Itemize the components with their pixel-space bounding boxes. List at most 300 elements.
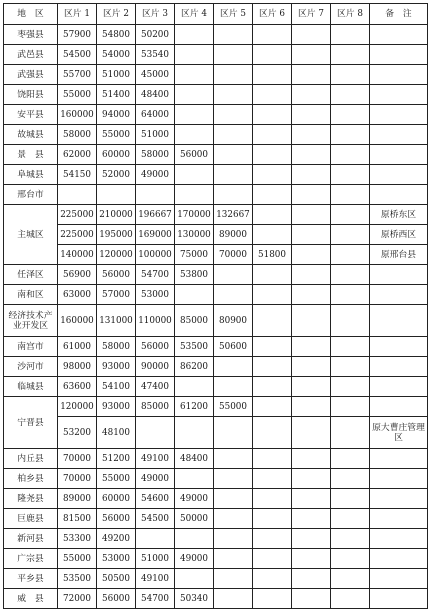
value-cell xyxy=(253,509,292,529)
area-cell: 南和区 xyxy=(4,285,58,305)
value-cell xyxy=(214,469,253,489)
value-cell: 93000 xyxy=(97,357,136,377)
note-cell: 原邢台县 xyxy=(370,245,428,265)
note-cell xyxy=(370,337,428,357)
area-cell: 经济技术产业开发区 xyxy=(4,305,58,337)
value-cell xyxy=(331,185,370,205)
value-cell: 54500 xyxy=(58,45,97,65)
value-cell xyxy=(214,285,253,305)
value-cell: 50600 xyxy=(214,337,253,357)
value-cell xyxy=(331,65,370,85)
value-cell xyxy=(331,105,370,125)
value-cell: 54600 xyxy=(136,489,175,509)
value-cell xyxy=(292,225,331,245)
value-cell: 93000 xyxy=(97,397,136,417)
note-cell xyxy=(370,145,428,165)
value-cell xyxy=(175,125,214,145)
area-cell: 景 县 xyxy=(4,145,58,165)
value-cell: 62000 xyxy=(58,145,97,165)
value-cell: 49000 xyxy=(175,549,214,569)
value-cell xyxy=(331,25,370,45)
value-cell: 56900 xyxy=(58,265,97,285)
value-cell xyxy=(175,377,214,397)
area-cell: 任泽区 xyxy=(4,265,58,285)
value-cell: 131000 xyxy=(97,305,136,337)
value-cell: 50000 xyxy=(175,509,214,529)
value-cell xyxy=(214,65,253,85)
value-cell: 94000 xyxy=(97,105,136,125)
value-cell xyxy=(331,489,370,509)
value-cell: 132667 xyxy=(214,205,253,225)
table-row xyxy=(4,265,428,285)
value-cell: 70000 xyxy=(58,469,97,489)
value-cell: 54800 xyxy=(97,25,136,45)
value-cell xyxy=(214,529,253,549)
value-cell xyxy=(253,377,292,397)
table-row xyxy=(4,65,428,85)
value-cell: 54700 xyxy=(136,589,175,609)
table-row xyxy=(4,489,428,509)
value-cell: 58000 xyxy=(58,125,97,145)
value-cell: 54500 xyxy=(136,509,175,529)
note-cell xyxy=(370,85,428,105)
value-cell xyxy=(175,45,214,65)
value-cell xyxy=(253,65,292,85)
value-cell xyxy=(253,397,292,417)
value-cell xyxy=(214,265,253,285)
table-row xyxy=(4,509,428,529)
area-cell: 阜城县 xyxy=(4,165,58,185)
value-cell xyxy=(175,85,214,105)
value-cell xyxy=(214,45,253,65)
value-cell xyxy=(175,285,214,305)
value-cell xyxy=(292,105,331,125)
value-cell: 225000 xyxy=(58,205,97,225)
value-cell xyxy=(292,509,331,529)
value-cell xyxy=(292,205,331,225)
header-zone-6: 区片 6 xyxy=(253,4,292,25)
value-cell xyxy=(331,509,370,529)
area-cell: 主城区 xyxy=(4,205,58,265)
value-cell xyxy=(292,569,331,589)
area-cell: 安平县 xyxy=(4,105,58,125)
value-cell xyxy=(253,589,292,609)
area-cell: 故城县 xyxy=(4,125,58,145)
value-cell: 53000 xyxy=(136,285,175,305)
value-cell xyxy=(292,125,331,145)
value-cell: 51800 xyxy=(253,245,292,265)
note-cell xyxy=(370,377,428,397)
value-cell: 48400 xyxy=(175,449,214,469)
note-cell xyxy=(370,509,428,529)
note-cell xyxy=(370,305,428,337)
note-cell: 原桥西区 xyxy=(370,225,428,245)
value-cell: 54700 xyxy=(136,265,175,285)
value-cell xyxy=(292,417,331,449)
value-cell xyxy=(214,509,253,529)
value-cell xyxy=(214,417,253,449)
value-cell xyxy=(253,205,292,225)
header-zone-8: 区片 8 xyxy=(331,4,370,25)
value-cell xyxy=(175,105,214,125)
value-cell xyxy=(253,529,292,549)
value-cell: 55000 xyxy=(58,549,97,569)
table-row xyxy=(4,85,428,105)
value-cell xyxy=(214,377,253,397)
value-cell xyxy=(331,305,370,337)
table-row xyxy=(4,125,428,145)
value-cell xyxy=(253,469,292,489)
value-cell xyxy=(214,357,253,377)
header-area: 地 区 xyxy=(4,4,58,25)
area-cell: 巨鹿县 xyxy=(4,509,58,529)
value-cell: 225000 xyxy=(58,225,97,245)
value-cell xyxy=(331,285,370,305)
value-cell xyxy=(214,489,253,509)
table-row xyxy=(4,549,428,569)
value-cell xyxy=(214,145,253,165)
value-cell: 53500 xyxy=(58,569,97,589)
value-cell xyxy=(175,529,214,549)
value-cell: 49000 xyxy=(175,489,214,509)
value-cell: 56000 xyxy=(97,265,136,285)
value-cell xyxy=(214,569,253,589)
value-cell: 50200 xyxy=(136,25,175,45)
area-cell: 临城县 xyxy=(4,377,58,397)
table-row xyxy=(4,105,428,125)
value-cell xyxy=(214,185,253,205)
value-cell: 70000 xyxy=(58,449,97,469)
value-cell: 57000 xyxy=(97,285,136,305)
value-cell xyxy=(292,357,331,377)
value-cell xyxy=(253,145,292,165)
value-cell: 169000 xyxy=(136,225,175,245)
area-cell: 南宫市 xyxy=(4,337,58,357)
value-cell xyxy=(253,357,292,377)
value-cell xyxy=(292,165,331,185)
value-cell: 100000 xyxy=(136,245,175,265)
value-cell xyxy=(253,569,292,589)
value-cell: 49100 xyxy=(136,569,175,589)
value-cell: 49000 xyxy=(136,165,175,185)
value-cell xyxy=(331,549,370,569)
value-cell: 56000 xyxy=(136,337,175,357)
table-row xyxy=(4,469,428,489)
value-cell: 85000 xyxy=(175,305,214,337)
value-cell: 72000 xyxy=(58,589,97,609)
value-cell xyxy=(253,105,292,125)
value-cell: 48400 xyxy=(136,85,175,105)
value-cell xyxy=(175,569,214,589)
value-cell xyxy=(292,265,331,285)
note-cell xyxy=(370,449,428,469)
value-cell xyxy=(175,185,214,205)
note-cell xyxy=(370,469,428,489)
header-row xyxy=(4,4,428,25)
value-cell: 56000 xyxy=(97,509,136,529)
value-cell: 53500 xyxy=(175,337,214,357)
value-cell xyxy=(253,265,292,285)
value-cell xyxy=(331,45,370,65)
value-cell: 85000 xyxy=(136,397,175,417)
table-row xyxy=(4,357,428,377)
table-row xyxy=(4,25,428,45)
value-cell xyxy=(58,185,97,205)
value-cell: 80900 xyxy=(214,305,253,337)
value-cell xyxy=(331,529,370,549)
value-cell: 89000 xyxy=(214,225,253,245)
table-row xyxy=(4,417,428,449)
value-cell xyxy=(253,449,292,469)
value-cell xyxy=(214,105,253,125)
value-cell xyxy=(253,185,292,205)
area-cell: 邢台市 xyxy=(4,185,58,205)
value-cell: 53000 xyxy=(97,549,136,569)
value-cell: 54150 xyxy=(58,165,97,185)
header-note: 备 注 xyxy=(370,4,428,25)
area-cell: 广宗县 xyxy=(4,549,58,569)
table-row xyxy=(4,397,428,417)
table-row xyxy=(4,145,428,165)
header-zone-4: 区片 4 xyxy=(175,4,214,25)
area-cell: 平乡县 xyxy=(4,569,58,589)
area-cell: 沙河市 xyxy=(4,357,58,377)
value-cell xyxy=(331,85,370,105)
value-cell xyxy=(292,469,331,489)
value-cell xyxy=(175,25,214,45)
table-row xyxy=(4,245,428,265)
value-cell xyxy=(253,165,292,185)
value-cell: 130000 xyxy=(175,225,214,245)
value-cell: 63000 xyxy=(58,285,97,305)
area-cell: 饶阳县 xyxy=(4,85,58,105)
value-cell xyxy=(331,377,370,397)
value-cell xyxy=(292,549,331,569)
value-cell xyxy=(331,337,370,357)
value-cell: 55000 xyxy=(97,469,136,489)
note-cell xyxy=(370,589,428,609)
value-cell: 140000 xyxy=(58,245,97,265)
value-cell xyxy=(292,245,331,265)
value-cell xyxy=(331,469,370,489)
value-cell: 81500 xyxy=(58,509,97,529)
value-cell: 53300 xyxy=(58,529,97,549)
value-cell: 120000 xyxy=(97,245,136,265)
note-cell xyxy=(370,529,428,549)
value-cell xyxy=(331,449,370,469)
value-cell: 54000 xyxy=(97,45,136,65)
area-cell: 内丘县 xyxy=(4,449,58,469)
table-row xyxy=(4,305,428,337)
value-cell xyxy=(214,125,253,145)
value-cell: 51000 xyxy=(97,65,136,85)
value-cell xyxy=(292,65,331,85)
value-cell: 53540 xyxy=(136,45,175,65)
note-cell xyxy=(370,25,428,45)
note-cell xyxy=(370,397,428,417)
value-cell: 55000 xyxy=(58,85,97,105)
value-cell xyxy=(331,125,370,145)
value-cell xyxy=(214,549,253,569)
value-cell: 56000 xyxy=(175,145,214,165)
header-zone-5: 区片 5 xyxy=(214,4,253,25)
value-cell: 64000 xyxy=(136,105,175,125)
value-cell: 210000 xyxy=(97,205,136,225)
header-zone-2: 区片 2 xyxy=(97,4,136,25)
value-cell: 60000 xyxy=(97,489,136,509)
table-row xyxy=(4,569,428,589)
value-cell: 196667 xyxy=(136,205,175,225)
value-cell xyxy=(331,357,370,377)
value-cell: 160000 xyxy=(58,305,97,337)
value-cell xyxy=(253,305,292,337)
value-cell xyxy=(331,265,370,285)
header-zone-3: 区片 3 xyxy=(136,4,175,25)
value-cell: 51400 xyxy=(97,85,136,105)
value-cell xyxy=(253,85,292,105)
value-cell: 57900 xyxy=(58,25,97,45)
value-cell xyxy=(214,85,253,105)
note-cell xyxy=(370,125,428,145)
value-cell xyxy=(292,489,331,509)
value-cell xyxy=(331,569,370,589)
area-cell: 柏乡县 xyxy=(4,469,58,489)
value-cell: 60000 xyxy=(97,145,136,165)
value-cell xyxy=(175,469,214,489)
value-cell xyxy=(253,25,292,45)
value-cell: 49100 xyxy=(136,449,175,469)
table-row xyxy=(4,589,428,609)
value-cell: 195000 xyxy=(97,225,136,245)
value-cell: 86200 xyxy=(175,357,214,377)
value-cell: 50500 xyxy=(97,569,136,589)
area-cell: 宁晋县 xyxy=(4,397,58,449)
note-cell xyxy=(370,65,428,85)
area-cell: 隆尧县 xyxy=(4,489,58,509)
value-cell: 56000 xyxy=(97,589,136,609)
value-cell xyxy=(175,65,214,85)
value-cell xyxy=(331,589,370,609)
value-cell: 53800 xyxy=(175,265,214,285)
value-cell: 45000 xyxy=(136,65,175,85)
table-row xyxy=(4,529,428,549)
table-row xyxy=(4,449,428,469)
value-cell xyxy=(331,417,370,449)
value-cell xyxy=(331,165,370,185)
table-row xyxy=(4,377,428,397)
value-cell: 51000 xyxy=(136,125,175,145)
note-cell xyxy=(370,105,428,125)
table-row xyxy=(4,45,428,65)
value-cell xyxy=(214,25,253,45)
note-cell xyxy=(370,185,428,205)
table-row xyxy=(4,337,428,357)
value-cell: 61000 xyxy=(58,337,97,357)
header-zone-7: 区片 7 xyxy=(292,4,331,25)
value-cell xyxy=(253,45,292,65)
table-row xyxy=(4,205,428,225)
table-body xyxy=(4,4,428,609)
value-cell: 89000 xyxy=(58,489,97,509)
header-zone-1: 区片 1 xyxy=(58,4,97,25)
value-cell xyxy=(253,225,292,245)
value-cell: 49200 xyxy=(97,529,136,549)
table-row xyxy=(4,285,428,305)
value-cell xyxy=(253,337,292,357)
value-cell: 58000 xyxy=(136,145,175,165)
value-cell xyxy=(175,165,214,185)
note-cell: 原大曹庄管理区 xyxy=(370,417,428,449)
value-cell xyxy=(253,285,292,305)
area-cell: 武强县 xyxy=(4,65,58,85)
value-cell: 53200 xyxy=(58,417,97,449)
value-cell: 170000 xyxy=(175,205,214,225)
value-cell: 58000 xyxy=(97,337,136,357)
value-cell xyxy=(253,549,292,569)
value-cell xyxy=(136,529,175,549)
value-cell: 61200 xyxy=(175,397,214,417)
value-cell xyxy=(292,285,331,305)
value-cell: 98000 xyxy=(58,357,97,377)
value-cell xyxy=(331,245,370,265)
note-cell xyxy=(370,549,428,569)
area-cell: 枣强县 xyxy=(4,25,58,45)
value-cell xyxy=(292,305,331,337)
value-cell xyxy=(292,377,331,397)
value-cell xyxy=(214,589,253,609)
note-cell xyxy=(370,165,428,185)
note-cell: 原桥东区 xyxy=(370,205,428,225)
table-row xyxy=(4,165,428,185)
value-cell xyxy=(292,449,331,469)
table-row xyxy=(4,185,428,205)
value-cell: 51200 xyxy=(97,449,136,469)
value-cell: 55000 xyxy=(97,125,136,145)
value-cell xyxy=(253,125,292,145)
value-cell: 110000 xyxy=(136,305,175,337)
note-cell xyxy=(370,569,428,589)
value-cell: 160000 xyxy=(58,105,97,125)
table-row xyxy=(4,225,428,245)
value-cell: 55000 xyxy=(214,397,253,417)
value-cell xyxy=(331,205,370,225)
value-cell xyxy=(292,397,331,417)
value-cell xyxy=(331,145,370,165)
note-cell xyxy=(370,45,428,65)
value-cell xyxy=(136,417,175,449)
value-cell xyxy=(292,145,331,165)
value-cell: 70000 xyxy=(214,245,253,265)
value-cell xyxy=(214,449,253,469)
note-cell xyxy=(370,285,428,305)
area-cell: 武邑县 xyxy=(4,45,58,65)
value-cell: 55700 xyxy=(58,65,97,85)
value-cell xyxy=(292,337,331,357)
value-cell xyxy=(292,85,331,105)
value-cell xyxy=(97,185,136,205)
area-cell: 威 县 xyxy=(4,589,58,609)
value-cell xyxy=(253,489,292,509)
value-cell: 47400 xyxy=(136,377,175,397)
value-cell: 49000 xyxy=(136,469,175,489)
land-price-table xyxy=(3,3,428,609)
value-cell xyxy=(292,45,331,65)
value-cell: 51000 xyxy=(136,549,175,569)
note-cell xyxy=(370,265,428,285)
note-cell xyxy=(370,357,428,377)
area-cell: 新河县 xyxy=(4,529,58,549)
value-cell: 63600 xyxy=(58,377,97,397)
